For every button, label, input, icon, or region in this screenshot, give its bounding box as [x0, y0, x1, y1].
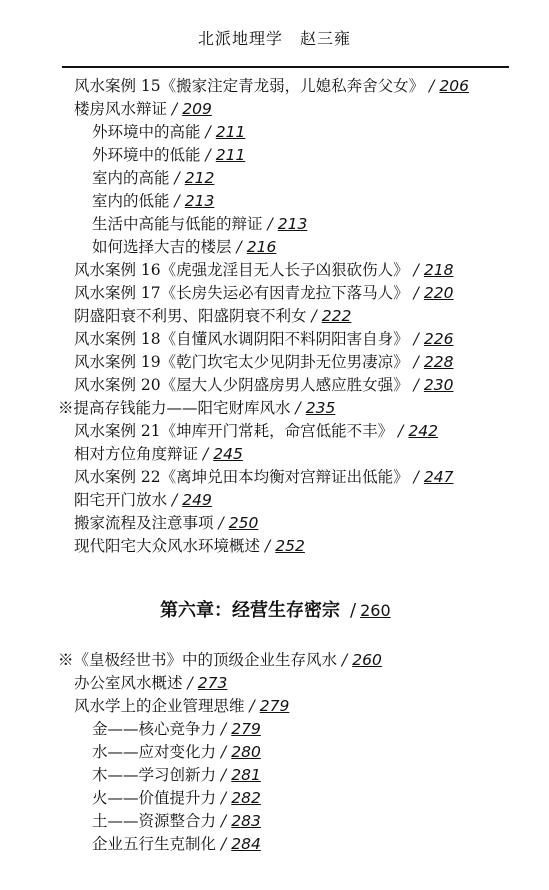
chapter-title: 第六章：经营生存密宗 [160, 600, 340, 621]
toc-entry-text: 风水案例 22《离坤兑田本均衡对宫辩证出低能》 [74, 468, 409, 486]
toc-entry: 风水案例 17《长房失运必有因青龙拉下落马人》 / 220 [74, 284, 454, 302]
toc-page-number: 282 [231, 789, 261, 807]
toc-entry: ※《皇极经世书》中的顶级企业生存风水 / 260 [58, 651, 382, 669]
toc-page-number: 283 [231, 812, 261, 830]
toc-entry-text: ※《皇极经世书》中的顶级企业生存风水 [58, 651, 338, 669]
toc-entry-text: 风水案例 19《乾门坎宅太少见阴卦无位男凄凉》 [74, 353, 409, 371]
toc-entry: 风水案例 19《乾门坎宅太少见阴卦无位男凄凉》 / 228 [74, 353, 454, 371]
toc-entry-text: 阳宅开门放水 [74, 491, 168, 509]
toc-entry-text: 风水案例 18《自懂风水调阴阳不料阴阳害自身》 [74, 330, 409, 348]
toc-entry-text: 风水案例 17《长房失运必有因青龙拉下落马人》 [74, 284, 409, 302]
toc-entry-text: 办公室风水概述 [74, 674, 183, 692]
toc-entry-text: 外环境中的高能 [92, 123, 201, 141]
toc-page-number: 222 [321, 307, 352, 325]
toc-entry: 风水案例 22《离坤兑田本均衡对宫辩证出低能》 / 247 [74, 468, 454, 486]
toc-entry: 现代阳宅大众风水环境概述 / 252 [74, 537, 305, 555]
toc-entry: 火——价值提升力 / 282 [92, 789, 261, 807]
toc-entry: 土——资源整合力 / 283 [92, 812, 261, 830]
toc-entry: ※提高存钱能力——阳宅财库风水 / 235 [58, 399, 336, 417]
toc-entry-text: 室内的低能 [92, 192, 170, 210]
toc-entry-text: 火——价值提升力 [92, 789, 217, 807]
toc-page-number: 242 [408, 422, 438, 440]
toc-entry: 楼房风水辩证 / 209 [74, 100, 212, 118]
running-header: 北派地理学 赵三雍 [197, 29, 351, 48]
toc-page-number: 218 [423, 261, 454, 279]
toc-entry: 金——核心竞争力 / 279 [92, 720, 261, 738]
toc-page-number: 230 [423, 376, 454, 394]
toc-entry: 风水学上的企业管理思维 / 279 [74, 697, 290, 715]
toc-entry: 相对方位角度辩证 / 245 [74, 445, 243, 463]
toc-entry-text: 如何选择大吉的楼层 [92, 238, 232, 256]
toc-entry: 室内的高能 / 212 [92, 169, 215, 187]
toc-entry-text: 企业五行生克制化 [92, 835, 217, 853]
toc-page-number: 206 [439, 77, 469, 95]
toc-entry: 阴盛阳衰不利男、阳盛阴衰不利女 / 222 [74, 307, 352, 325]
toc-entry: 如何选择大吉的楼层 / 216 [92, 238, 277, 256]
toc-page-number: 247 [423, 468, 454, 486]
toc-entry: 风水案例 20《屋大人少阴盛房男人感应胜女强》 / 230 [74, 376, 454, 394]
toc-entry: 室内的低能 / 213 [92, 192, 215, 210]
toc-entry-text: 风水案例 16《虎强龙淫目无人长子凶狠砍伤人》 [74, 261, 409, 279]
toc-entry-text: ※提高存钱能力——阳宅财库风水 [58, 399, 291, 417]
toc-entry: 木——学习创新力 / 281 [92, 766, 261, 784]
toc-entry: 外环境中的高能 / 211 [92, 123, 246, 141]
toc-entry: 阳宅开门放水 / 249 [74, 491, 212, 509]
chapter-heading: 第六章：经营生存密宗 / 260 [160, 600, 391, 621]
toc-entry: 水——应对变化力 / 280 [92, 743, 261, 761]
toc-entry: 企业五行生克制化 / 284 [92, 835, 261, 853]
toc-entry-text: 风水案例 20《屋大人少阴盛房男人感应胜女强》 [74, 376, 409, 394]
toc-entry: 办公室风水概述 / 273 [74, 674, 228, 692]
toc-entry: 生活中高能与低能的辩证 / 213 [92, 215, 308, 233]
toc-entry-text: 现代阳宅大众风水环境概述 [74, 537, 261, 555]
toc-entry: 外环境中的低能 / 211 [92, 146, 246, 164]
toc-page-number: 213 [277, 215, 308, 233]
toc-page-number: 279 [259, 697, 290, 715]
toc-entry: 搬家流程及注意事项 / 250 [74, 514, 259, 532]
toc-entry-text: 室内的高能 [92, 169, 170, 187]
toc-page-number: 211 [215, 123, 246, 141]
toc-page-number: 216 [246, 238, 277, 256]
toc-page-number: 226 [423, 330, 454, 348]
toc-entry: 风水案例 18《自懂风水调阴阳不料阴阳害自身》 / 226 [74, 330, 454, 348]
toc-page-number: 228 [423, 353, 454, 371]
toc-page-number: 212 [184, 169, 215, 187]
toc-entry-text: 生活中高能与低能的辩证 [92, 215, 263, 233]
chapter-page-number: 260 [360, 601, 391, 620]
toc-entry-text: 相对方位角度辩证 [74, 445, 199, 463]
toc-page-number: 252 [275, 537, 305, 555]
toc-page-number: 245 [213, 445, 243, 463]
header-rule [62, 66, 509, 68]
toc-entry: 风水案例 16《虎强龙淫目无人长子凶狠砍伤人》 / 218 [74, 261, 454, 279]
toc-entry-text: 风水学上的企业管理思维 [74, 697, 245, 715]
toc-page-number: 284 [231, 835, 261, 853]
toc-page-number: 235 [305, 399, 336, 417]
toc-entry-text: 金——核心竞争力 [92, 720, 217, 738]
toc-page-number: 211 [215, 146, 246, 164]
toc-page-number: 213 [184, 192, 215, 210]
toc-entry-text: 土——资源整合力 [92, 812, 217, 830]
toc-page-number: 220 [423, 284, 454, 302]
toc-page-number: 250 [228, 514, 259, 532]
toc-entry-text: 楼房风水辩证 [74, 100, 168, 118]
toc-entry-text: 外环境中的低能 [92, 146, 201, 164]
toc-entry: 风水案例 21《坤库开门常耗，命宫低能不丰》 / 242 [74, 422, 438, 440]
toc-page-number: 260 [352, 651, 382, 669]
toc-entry-text: 阴盛阳衰不利男、阳盛阴衰不利女 [74, 307, 307, 325]
toc-entry-text: 风水案例 21《坤库开门常耗，命宫低能不丰》 [74, 422, 394, 440]
toc-page-number: 281 [231, 766, 261, 784]
toc-entry-text: 风水案例 15《搬家注定青龙弱，儿媳私奔舍父女》 [74, 77, 425, 95]
toc-entry-text: 木——学习创新力 [92, 766, 217, 784]
toc-entry-text: 水——应对变化力 [92, 743, 217, 761]
toc-page-number: 279 [231, 720, 261, 738]
toc-page-number: 209 [182, 100, 212, 118]
toc-page-number: 249 [182, 491, 212, 509]
toc-entry-text: 搬家流程及注意事项 [74, 514, 214, 532]
toc-page-number: 280 [231, 743, 261, 761]
toc-entry: 风水案例 15《搬家注定青龙弱，儿媳私奔舍父女》 / 206 [74, 77, 469, 95]
toc-page-number: 273 [197, 674, 228, 692]
